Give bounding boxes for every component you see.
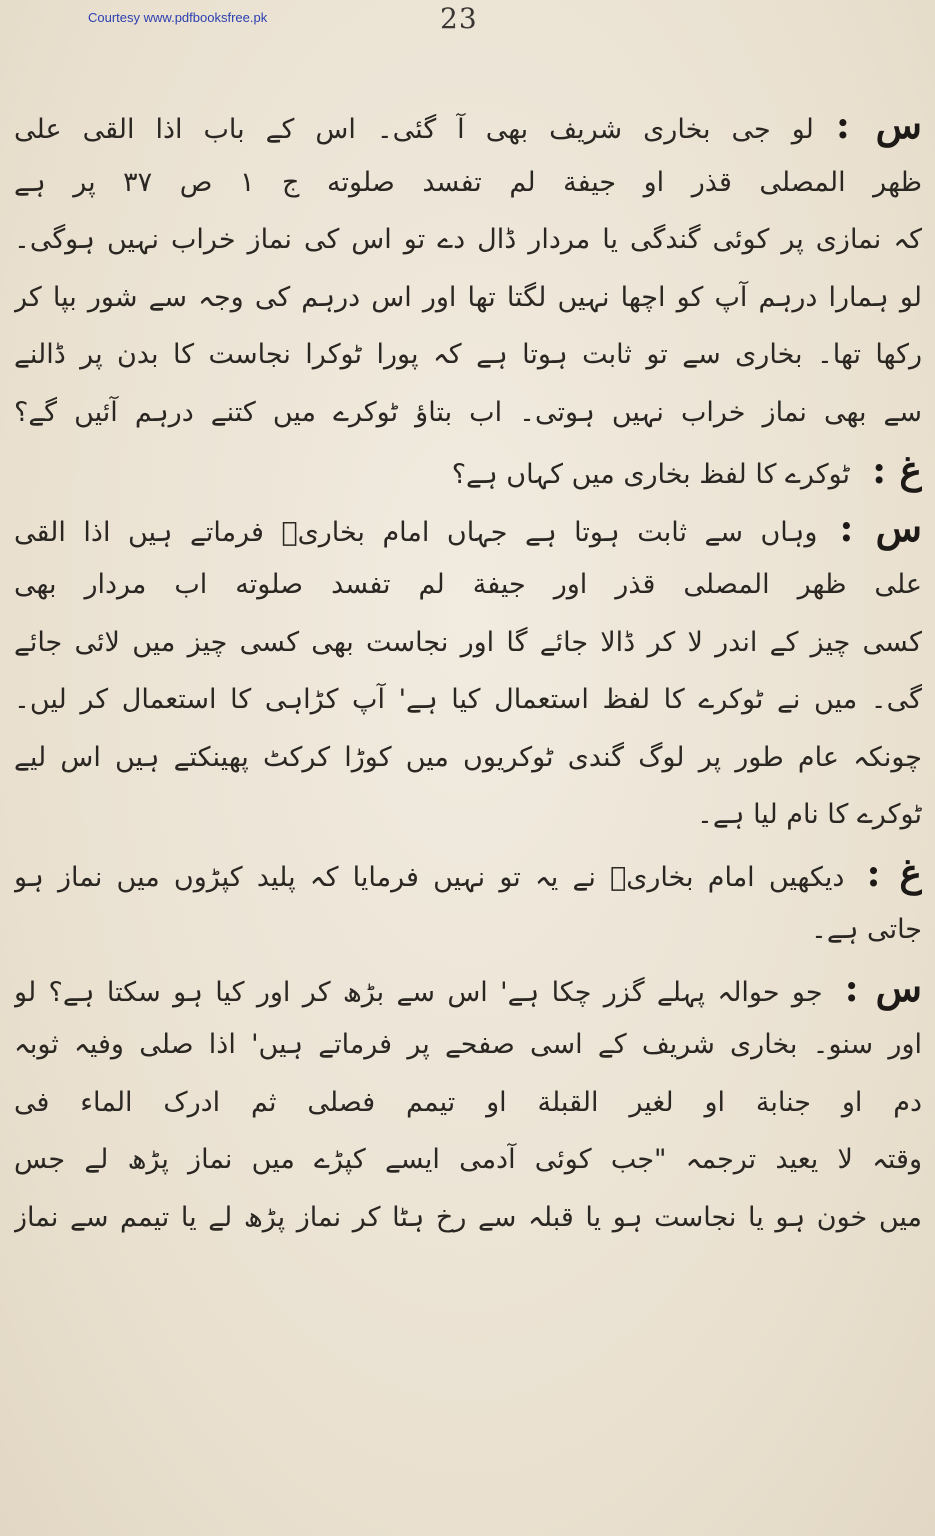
text-line xyxy=(14,96,922,154)
line-text: جاتی ہے۔ xyxy=(811,914,922,945)
line-text: سے بھی نماز خراب نہیں ہوتی۔ اب بتاؤ ٹوکرے میں کتنے درہم آئیں گے؟ xyxy=(14,396,922,428)
line-text: لو ہمارا درہم آپ کو اچھا نہیں لگتا تھا اور اس درہم کی وجہ سے شور بپا کر xyxy=(14,281,922,313)
line-text: جو حوالہ پہلے گزر چکا ہے' اس سے بڑھ کر اور کیا ہو سکتا ہے؟ لو xyxy=(14,976,823,1008)
text-line xyxy=(14,154,922,212)
text-line xyxy=(14,1189,922,1247)
line-text: لو جی بخاری شریف بھی آ گئی۔ اس کے باب اذا القی علی xyxy=(14,114,814,145)
text-line xyxy=(14,1131,922,1189)
line-text: وہاں سے ثابت ہوتا ہے جہاں امام بخاریؒ فرماتے ہیں اذا القی xyxy=(14,516,818,548)
line-text: دم او جنابة او لغیر القبلة او تیمم فصلی ثم ادرک الماء فی xyxy=(14,1086,922,1118)
urdu-body-text xyxy=(14,96,922,1246)
line-text: ٹوکرے کا نام لیا ہے۔ xyxy=(697,799,922,830)
line-text: میں خون ہو یا نجاست ہو یا قبلہ سے رخ ہٹا کر نماز پڑھ لے یا تیمم سے نماز xyxy=(14,1201,922,1233)
speaker-marker: س : xyxy=(844,964,922,1010)
line-text: گی۔ میں نے ٹوکرے کا لفظ استعمال کیا ہے' آپ کڑاہی کا استعمال کر لیں۔ xyxy=(14,684,922,715)
line-text: اور سنو۔ بخاری شریف کے اسی صفحے پر فرماتے ہیں' اذا صلی وفیہ ثوبہ xyxy=(14,1029,922,1060)
line-text: چونکہ عام طور پر لوگ گندی ٹوکریوں میں کوڑا کرکٹ پھینکتے ہیں اس لیے xyxy=(14,741,922,773)
speaker-marker: غ : xyxy=(866,849,922,895)
text-line xyxy=(14,499,922,557)
text-line xyxy=(14,441,922,499)
courtesy-watermark[interactable]: Courtesy www.pdfbooksfree.pk xyxy=(88,10,268,25)
text-line xyxy=(14,786,922,844)
text-line xyxy=(14,729,922,787)
text-line xyxy=(14,556,922,614)
text-line xyxy=(14,269,922,327)
line-text: کسی چیز کے اندر لا کر ڈالا جائے گا اور نجاست بھی کسی چیز میں لائی جائے xyxy=(14,626,922,658)
line-text: کہ نمازی پر کوئی گندگی یا مردار ڈال دے تو اس کی نماز خراب نہیں ہوگی۔ xyxy=(14,224,922,255)
line-text: ظهر المصلی قذر او جیفة لم تفسد صلوته ج ۱ ص ۳۷ پر ہے xyxy=(14,166,922,198)
text-line xyxy=(14,671,922,729)
line-text: علی ظهر المصلی قذر اور جیفة لم تفسد صلوته اب مردار بھی xyxy=(14,569,922,600)
text-line xyxy=(14,844,922,902)
line-text: ٹوکرے کا لفظ بخاری میں کہاں ہے؟ xyxy=(451,459,851,490)
text-line xyxy=(14,614,922,672)
speaker-marker: س : xyxy=(835,102,922,147)
text-line xyxy=(14,901,922,959)
text-line xyxy=(14,959,922,1017)
speaker-marker: غ : xyxy=(872,447,922,492)
line-text: دیکھیں امام بخاریؒ نے یہ تو نہیں فرمایا کہ پلید کپڑوں میں نماز ہو xyxy=(14,861,845,893)
line-text: وقتہ لا یعید ترجمہ "جب کوئی آدمی ایسے کپڑے میں نماز پڑھ لے جس xyxy=(14,1144,922,1175)
page-number: 23 xyxy=(440,2,478,35)
line-text: رکھا تھا۔ بخاری سے تو ثابت ہوتا ہے کہ پورا ٹوکرا نجاست کا بدن پر ڈالنے xyxy=(14,339,922,370)
text-line xyxy=(14,1016,922,1074)
text-line xyxy=(14,1074,922,1132)
text-line xyxy=(14,211,922,269)
speaker-marker: س : xyxy=(839,504,922,550)
text-line xyxy=(14,384,922,442)
text-line xyxy=(14,326,922,384)
